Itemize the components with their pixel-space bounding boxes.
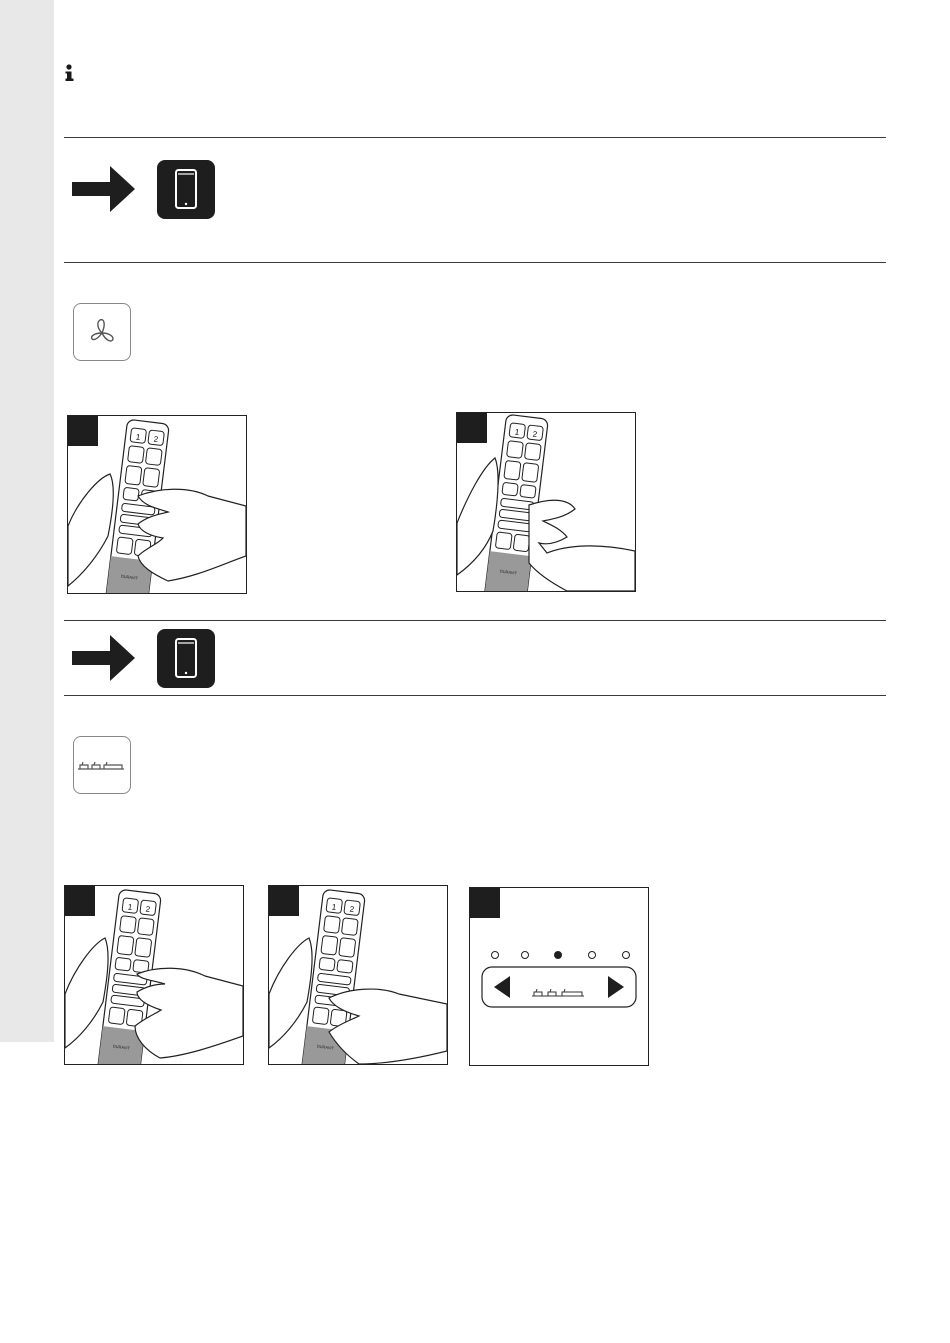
svg-text:2: 2 [145, 904, 151, 915]
level-dot [589, 952, 596, 959]
level-dot [623, 952, 630, 959]
info-icon [64, 64, 76, 84]
divider [64, 137, 886, 138]
remote-control-press-icon [457, 413, 635, 591]
fan-icon [73, 303, 131, 361]
arrow-right-icon [72, 164, 136, 214]
seat-position-icon [73, 736, 131, 794]
arrow-right-icon [72, 633, 136, 683]
remote-control-press-icon [65, 886, 243, 1064]
level-dot [492, 952, 499, 959]
svg-text:1: 1 [135, 432, 141, 442]
remote-control-press-icon [269, 886, 447, 1064]
svg-text:2: 2 [153, 434, 159, 445]
step-box-fan-2 [456, 412, 636, 592]
step-box-fan-1 [67, 415, 247, 594]
svg-text:DURAVIT: DURAVIT [112, 1043, 131, 1051]
divider [64, 262, 886, 263]
divider [64, 620, 886, 621]
svg-text:DURAVIT: DURAVIT [316, 1043, 335, 1051]
smartphone-icon [157, 629, 215, 688]
level-dot-active [555, 952, 562, 959]
step-box-seat-1 [64, 885, 244, 1065]
smartphone-icon [157, 160, 215, 219]
divider [64, 695, 886, 696]
page-margin-band [0, 0, 54, 1042]
svg-text:DURAVIT: DURAVIT [499, 568, 518, 576]
step-box-seat-3 [469, 887, 649, 1066]
svg-text:DURAVIT: DURAVIT [120, 573, 139, 581]
level-indicator-icon [470, 888, 648, 1065]
svg-text:1: 1 [331, 902, 337, 912]
step-box-seat-2 [268, 885, 448, 1065]
svg-text:2: 2 [532, 429, 538, 440]
svg-text:2: 2 [349, 904, 355, 915]
svg-text:1: 1 [514, 427, 520, 437]
remote-control-press-icon [68, 416, 246, 593]
svg-text:1: 1 [127, 902, 133, 912]
level-dot [522, 952, 529, 959]
